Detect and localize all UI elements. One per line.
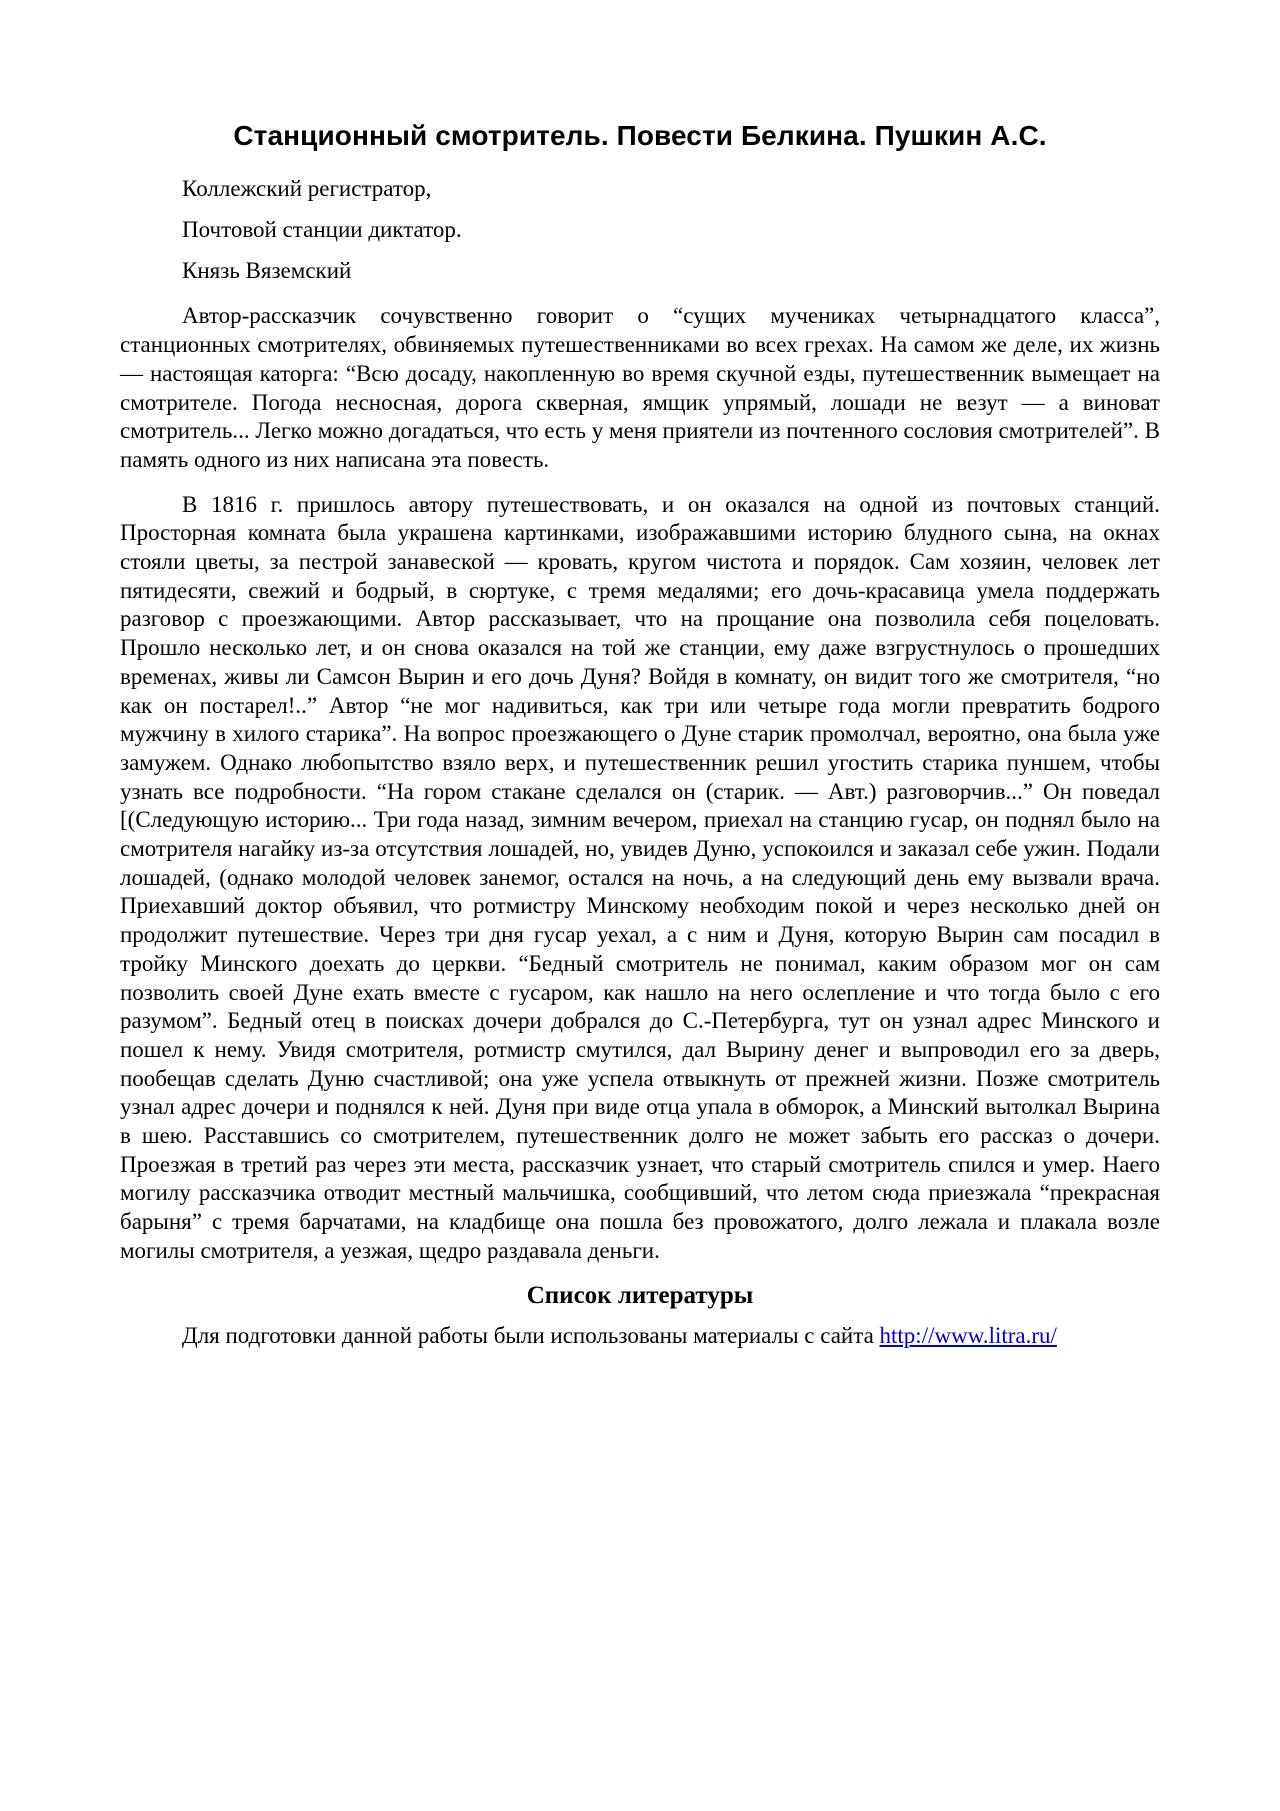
epigraph-line: Коллежский регистратор, [182, 176, 432, 202]
epigraph-line: Почтовой станции диктатор. [182, 217, 462, 243]
references-text: Для подготовки данной работы были использованы материалы с сайта [182, 1323, 880, 1349]
source-link[interactable]: http://www.litra.ru/ [879, 1323, 1057, 1349]
body-paragraph: Автор-рассказчик сочувственно говорит о “сущих мучениках четырнадцатого класса”, станционных смотрителях, обвиняемых путешественниками во всех грехах. На самом же деле, их жизнь — настоящая каторга: “Всю досаду, накопленную во время скучной езды, путешественник вымещает на смотрителе. Погода несносная, дорога скверная, ямщик упрямый, лошади не везут — а виноват смотритель... Легко можно догадаться, что есть у меня приятели из почтенного сословия смотрителей”. В память одного из них написана эта повесть. [120, 303, 1160, 472]
epigraph [182, 168, 1160, 291]
references-heading: Список литературы [526, 1281, 754, 1309]
document-page [120, 118, 1160, 1351]
references-paragraph [120, 1322, 1160, 1351]
body-paragraph: В 1816 г. пришлось автору путешествовать, и он оказался на одной из почтовых станций. Просторная комната была украшена картинками, изображавшими историю блудного сына, на окнах стояли цветы, за пестрой занавеской — кровать, кругом чистота и порядок. Сам хозяин, человек лет пятидесяти, свежий и бодрый, в сюртуке, с тремя медалями; его дочь-красавица умела поддержать разговор с проезжающими. Автор рассказывает, что на прощание она позволила себя поцеловать. Прошло несколько лет, и он снова оказался на той же станции, ему даже взгрустнулось о прошедших временах, живы ли Самсон Вырин и его дочь Дуня? Войдя в комнату, он видит того же смотрителя, “но как он постарел!..” Автор “не мог надивиться, как три или четыре года могли превратить бодрого мужчину в хилого старика”. На вопрос проезжающего о Дуне старик промолчал, вероятно, она была уже замужем. Однако любопытство взяло верх, и путешественник решил угостить старика пуншем, чтобы узнать все подробности. “На гором стакане сделался он (старик. — Авт.) разговорчив...” Он поведал [(Следующую историю... Три года назад, зимним вечером, приехал на станцию гусар, он поднял было на смотрителя нагайку из-за отсутствия лошадей, но, увидев Дуню, успокоился и заказал себе ужин. Подали лошадей, (однако молодой человек занемог, остался на ночь, а на следующий день ему вызвали врача. Приехавший доктор объявил, что ротмистру Минскому необходим покой и через несколько дней он продолжит путешествие. Через три дня гусар уехал, а с ним и Дуня, которую Вырин сам посадил в тройку Минского доехать до церкви. “Бедный смотритель не понимал, каким образом мог он сам позволить своей Дуне ехать вместе с гусаром, как нашло на него ослепление и что тогда было с его разумом”. Бедный отец в поисках дочери добрался до С.-Петербурга, тут он узнал адрес Минского и пошел к нему. Увидя смотрителя, ротмистр смутился, дал Вырину денег и выпроводил его за дверь, пообещав сделать Дуню счастливой; она уже успела отвыкнуть от прежней жизни. Позже смотритель узнал адрес дочери и поднялся к ней. Дуня при виде отца упала в обморок, а Минский вытолкал Вырина в шею. Расставшись со смотрителем, путешественник долго не может забыть его рассказ о дочери. Проезжая в третий раз через эти места, рассказчик узнает, что старый смотритель спился и умер. Наего могилу рассказчика отводит местный мальчишка, сообщивший, что летом сюда приезжала “прекрасная барыня” с тремя барчатами, на кладбище она пошла без провожатого, долго лежала и плакала возле могилы смотрителя, а уезжая, щедро раздавала деньги. [120, 491, 1160, 1263]
document-title: Станционный смотритель. Повести Белкина. Пушкин А.С. [233, 120, 1047, 151]
epigraph-author: Князь Вяземский [182, 258, 352, 284]
